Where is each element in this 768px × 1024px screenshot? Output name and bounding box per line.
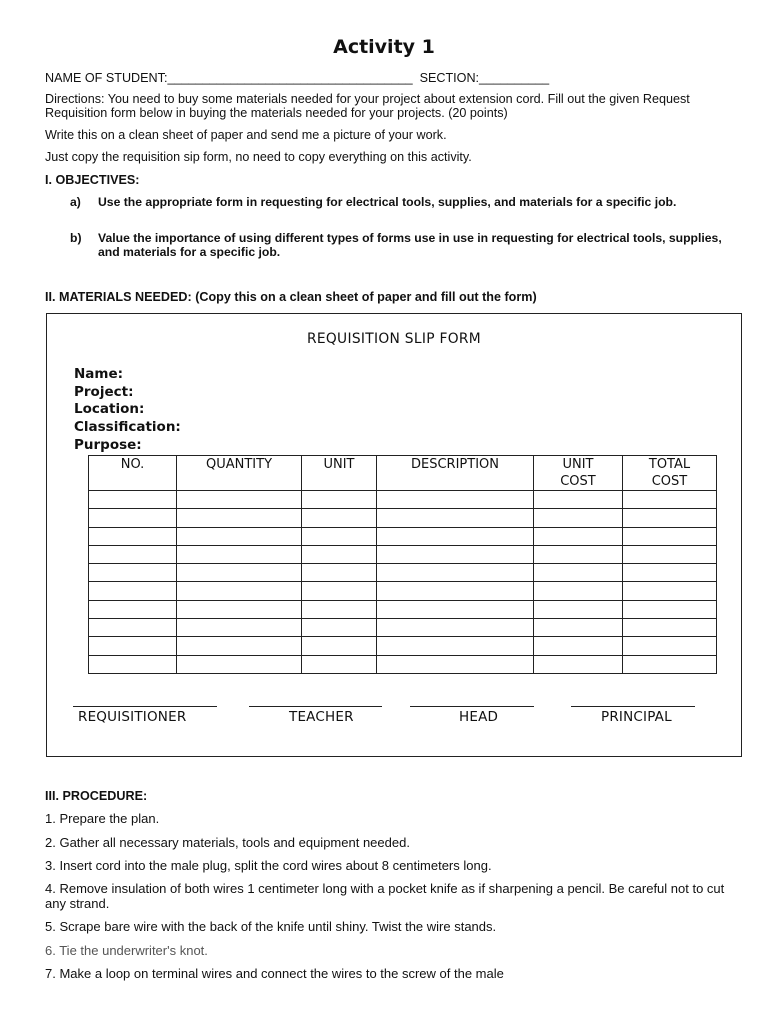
table-cell [377, 545, 534, 563]
table-cell [623, 527, 717, 545]
table-cell [534, 600, 623, 618]
signature-line-requisitioner [73, 706, 217, 707]
table-cell [89, 545, 177, 563]
table-cell [377, 619, 534, 637]
table-cell [302, 600, 377, 618]
signature-label-requisitioner: REQUISITIONER [78, 709, 187, 725]
table-cell [377, 509, 534, 527]
procedure-step-4: 4. Remove insulation of both wires 1 centimeter long with a pocket knife as if sharpening a pencil. Be careful not to cut any strand. [45, 881, 725, 911]
objective-b-label: b) [70, 231, 82, 245]
table-cell [377, 655, 534, 673]
procedure-step-1: 1. Prepare the plan. [45, 811, 160, 826]
field-location-label: Location: [74, 401, 145, 417]
table-cell [302, 637, 377, 655]
procedure-step-5: 5. Scrape bare wire with the back of the knife until shiny. Twist the wire stands. [45, 919, 497, 934]
signature-line-principal [571, 706, 695, 707]
field-classification-label: Classification: [74, 419, 181, 435]
procedure-step-3: 3. Insert cord into the male plug, split the cord wires about 8 centimeters long. [45, 858, 492, 873]
requisition-table [88, 455, 717, 674]
table-cell [177, 582, 302, 600]
table-cell [89, 509, 177, 527]
table-cell [377, 564, 534, 582]
column-header-quantity: QUANTITY [177, 456, 302, 491]
column-header-description: DESCRIPTION [377, 456, 534, 491]
objective-a-label: a) [70, 195, 81, 209]
column-header-unit: UNIT [302, 456, 377, 491]
table-cell [623, 564, 717, 582]
table-cell [534, 637, 623, 655]
column-header-no: NO. [89, 456, 177, 491]
table-cell [89, 655, 177, 673]
signature-label-head: HEAD [459, 709, 499, 725]
table-cell [89, 619, 177, 637]
table-row [89, 655, 717, 673]
field-name-label: Name: [74, 366, 124, 382]
table-cell [302, 509, 377, 527]
table-cell [534, 564, 623, 582]
table-cell [377, 491, 534, 509]
table-cell [302, 545, 377, 563]
table-cell [377, 637, 534, 655]
table-row [89, 619, 717, 637]
table-cell [177, 619, 302, 637]
table-cell [177, 545, 302, 563]
table-cell [89, 527, 177, 545]
objective-a-text: Use the appropriate form in requesting for electrical tools, supplies, and materials for a specific job. [98, 195, 677, 209]
signature-label-teacher: TEACHER [289, 709, 354, 725]
table-cell [623, 619, 717, 637]
signature-line-head [410, 706, 534, 707]
table-cell [534, 545, 623, 563]
table-cell [302, 619, 377, 637]
objectives-heading: I. OBJECTIVES: [45, 173, 140, 187]
table-row [89, 637, 717, 655]
table-row [89, 545, 717, 563]
field-purpose-label: Purpose: [74, 437, 142, 453]
requisition-form-title: REQUISITION SLIP FORM [306, 331, 482, 347]
table-cell [177, 527, 302, 545]
table-row [89, 509, 717, 527]
objective-b-text: Value the importance of using different types of forms use in use in requesting for electrical tools, supplies, and materials for a specific job. [98, 231, 722, 259]
table-cell [534, 582, 623, 600]
table-cell [377, 527, 534, 545]
column-header-total-cost: TOTAL COST [623, 456, 717, 491]
table-cell [623, 655, 717, 673]
signature-line-teacher [249, 706, 382, 707]
table-row [89, 564, 717, 582]
table-cell [89, 564, 177, 582]
student-name-section-line: NAME OF STUDENT:___________________________________ SECTION:__________ [45, 71, 550, 85]
table-cell [623, 491, 717, 509]
table-row [89, 491, 717, 509]
table-cell [623, 509, 717, 527]
table-cell [177, 564, 302, 582]
table-cell [534, 527, 623, 545]
directions-text: Directions: You need to buy some materials needed for your project about extension cord. Fill out the given Request Requisition form below in buying the materials needed for your projects. (20 points) [45, 92, 690, 120]
table-cell [177, 491, 302, 509]
table-cell [302, 491, 377, 509]
procedure-step-2: 2. Gather all necessary materials, tools and equipment needed. [45, 835, 410, 850]
procedure-step-7: 7. Make a loop on terminal wires and connect the wires to the screw of the male [45, 966, 504, 981]
column-header-unit-cost: UNIT COST [534, 456, 623, 491]
table-cell [177, 509, 302, 527]
field-project-label: Project: [74, 384, 134, 400]
signature-label-principal: PRINCIPAL [601, 709, 672, 725]
table-cell [534, 491, 623, 509]
table-cell [377, 582, 534, 600]
table-row [89, 582, 717, 600]
table-cell [89, 582, 177, 600]
table-cell [302, 582, 377, 600]
table-cell [534, 509, 623, 527]
table-cell [89, 491, 177, 509]
table-cell [534, 655, 623, 673]
table-cell [177, 655, 302, 673]
table-row [89, 527, 717, 545]
table-cell [302, 564, 377, 582]
table-cell [623, 637, 717, 655]
page-title: Activity 1 [333, 36, 435, 58]
table-header-row [89, 456, 717, 491]
requisition-table-body [89, 491, 717, 674]
table-cell [623, 545, 717, 563]
table-cell [177, 637, 302, 655]
table-cell [302, 527, 377, 545]
table-cell [623, 582, 717, 600]
table-cell [89, 637, 177, 655]
instruction-copy: Just copy the requisition sip form, no need to copy everything on this activity. [45, 150, 472, 164]
table-cell [89, 600, 177, 618]
instruction-write: Write this on a clean sheet of paper and send me a picture of your work. [45, 128, 447, 142]
table-cell [302, 655, 377, 673]
table-cell [623, 600, 717, 618]
table-cell [534, 619, 623, 637]
table-cell [377, 600, 534, 618]
table-row [89, 600, 717, 618]
table-cell [177, 600, 302, 618]
procedure-heading: III. PROCEDURE: [45, 789, 148, 803]
materials-heading: II. MATERIALS NEEDED: (Copy this on a clean sheet of paper and fill out the form) [45, 290, 537, 304]
procedure-step-6: 6. Tie the underwriter's knot. [45, 943, 208, 958]
